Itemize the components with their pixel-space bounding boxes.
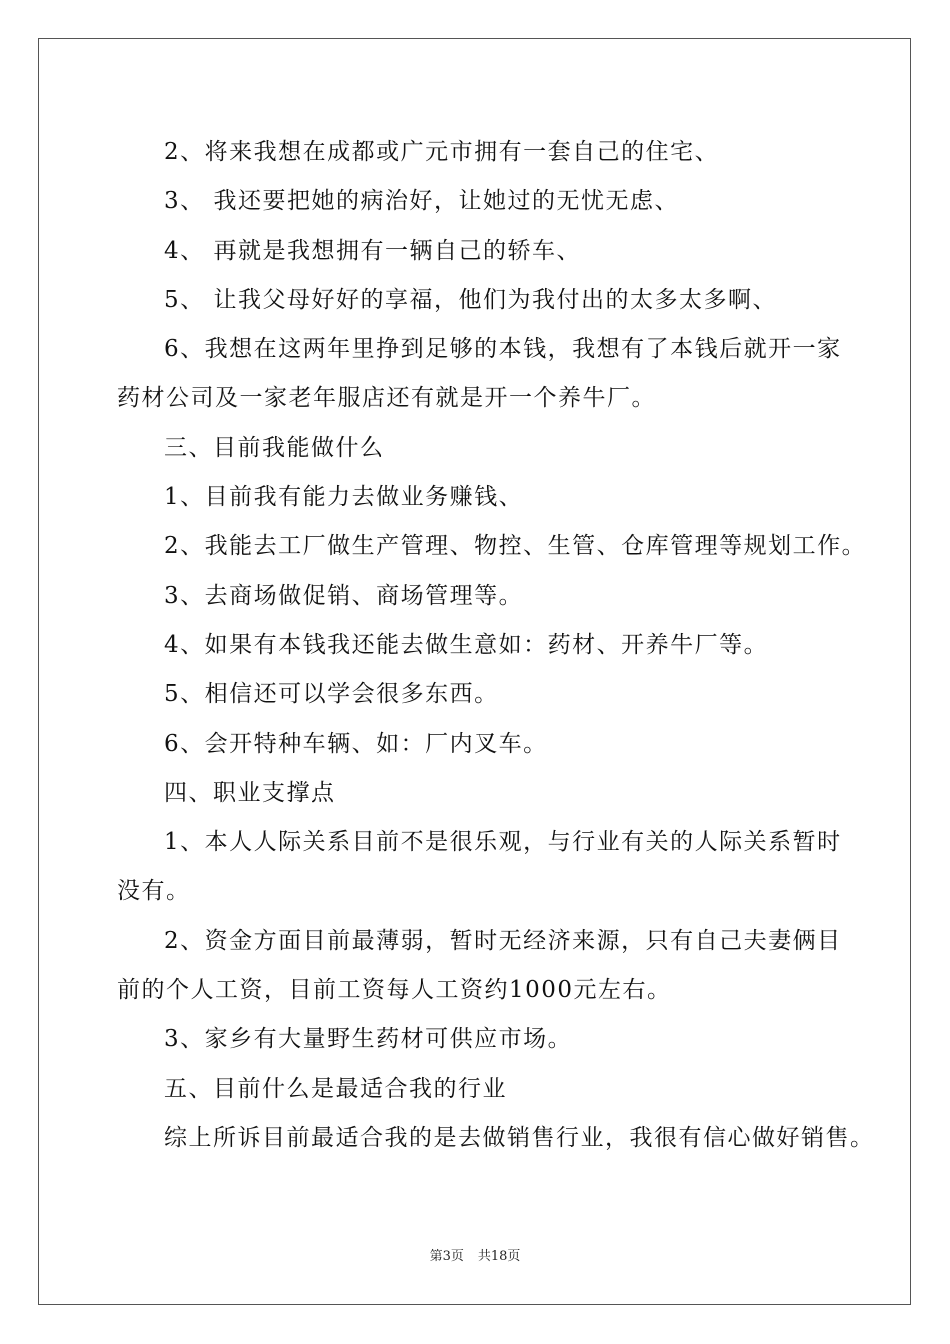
text-line: 5、 让我父母好好的享福，他们为我付出的太多太多啊、 xyxy=(164,286,777,313)
text-line: 2、我能去工厂做生产管理、物控、生管、仓库管理等规划工作。 xyxy=(164,533,867,560)
text-line: 药材公司及一家老年服店还有就是开一个养牛厂。 xyxy=(117,385,656,412)
text-line: 前的个人工资，目前工资每人工资约1000元左右。 xyxy=(117,977,672,1004)
text-line: 3、家乡有大量野生药材可供应市场。 xyxy=(164,1026,573,1053)
text-line: 综上所诉目前最适合我的是去做销售行业，我很有信心做好销售。 xyxy=(164,1124,875,1151)
page-footer xyxy=(0,1245,950,1264)
text-line: 2、资金方面目前最薄弱，暂时无经济来源，只有自己夫妻俩目 xyxy=(164,927,842,954)
text-line: 1、目前我有能力去做业务赚钱、 xyxy=(164,484,524,511)
text-line: 3、 我还要把她的病治好，让她过的无忧无虑、 xyxy=(164,188,679,215)
text-line: 6、会开特种车辆、如：厂内叉车。 xyxy=(164,730,548,757)
text-line: 4、如果有本钱我还能去做生意如：药材、开养牛厂等。 xyxy=(164,631,769,658)
total-pages: 共18页 xyxy=(477,1249,521,1264)
text-line: 四、职业支撑点 xyxy=(164,779,336,806)
text-line: 1、本人人际关系目前不是很乐观，与行业有关的人际关系暂时 xyxy=(164,829,842,856)
text-line: 五、目前什么是最适合我的行业 xyxy=(164,1075,507,1102)
page-number: 第3页 xyxy=(429,1249,464,1264)
text-line: 三、目前我能做什么 xyxy=(164,434,385,461)
text-line: 6、我想在这两年里挣到足够的本钱，我想有了本钱后就开一家 xyxy=(164,336,842,363)
text-line: 没有。 xyxy=(117,878,191,905)
text-line: 5、相信还可以学会很多东西。 xyxy=(164,681,499,708)
text-line: 4、 再就是我想拥有一辆自己的轿车、 xyxy=(164,237,581,264)
text-line: 2、将来我想在成都或广元市拥有一套自己的住宅、 xyxy=(164,139,720,165)
document-body xyxy=(117,128,875,1163)
text-line: 3、去商场做促销、商场管理等。 xyxy=(164,582,524,609)
